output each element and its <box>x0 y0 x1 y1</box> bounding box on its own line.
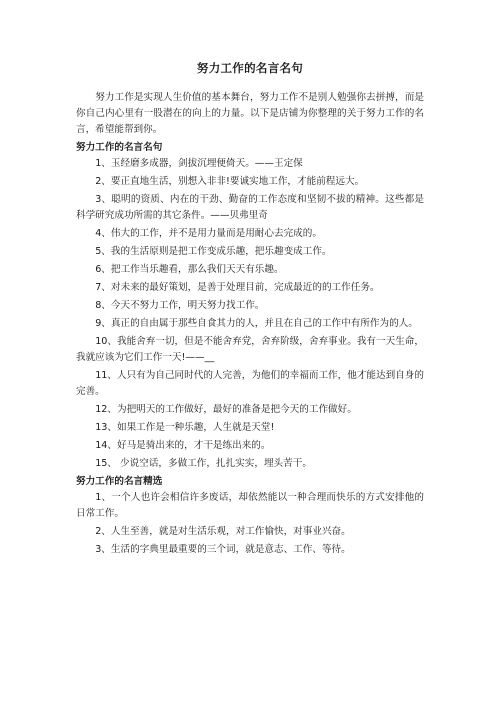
quote-item: 2、人生至善，就是对生活乐观，对工作愉快，对事业兴奋。 <box>95 526 351 537</box>
quote-item: 8、今天不努力工作，明天努力找工作。 <box>95 300 265 311</box>
quote-item: 6、把工作当乐趣看，那么我们天天有乐趣。 <box>95 264 284 275</box>
section-heading: 努力工作的名言名句 <box>76 142 163 153</box>
quote-item: 1、一个人也许会相信许多废话，却依然能以一种合理而快乐的方式安排他的日常工作。 <box>76 492 424 519</box>
document-title: 努力工作的名言名句 <box>196 61 304 75</box>
quote-item: 4、伟大的工作，并不是用力量而是用耐心去完成的。 <box>95 228 322 239</box>
section-quotes <box>76 140 424 472</box>
quote-item: 3、生活的字典里最重要的三个词，就是意志、工作、等待。 <box>95 544 351 555</box>
intro-paragraph: 努力工作是实现人生价值的基本舞台，努力工作不是别人勉强你去拼搏，而是你自己内心里有一股潜在的向上的力量。以下是店铺为你整理的关于努力工作的名言，希望能帮到你。 <box>76 92 424 135</box>
quote-item: 9、真正的自由属于那些自食其力的人，并且在自己的工作中有所作为的人。 <box>95 318 418 329</box>
quote-item: 7、对未来的最好策划，是善于处理目前，完成最近的的工作任务。 <box>95 282 380 293</box>
quote-item: 11、人只有为自己同时代的人完善，为他们的幸福而工作，他才能达到自身的完善。 <box>76 370 424 397</box>
quote-item: 14、好马是骑出来的，才干是练出来的。 <box>95 440 271 451</box>
quote-item: 3、聪明的资质、内在的干劲、勤奋的工作态度和坚韧不拔的精神。这些都是科学研究成功所需的其它条件。——贝弗里奇 <box>76 194 424 221</box>
section-selected-quotes <box>76 474 424 558</box>
quote-item: 12、为把明天的工作做好，最好的准备是把今天的工作做好。 <box>95 404 357 415</box>
quote-item: 2、要正直地生活，别想入非非!要诚实地工作，才能前程远大。 <box>95 176 365 187</box>
quote-item: 15、 少说空话，多做工作，扎扎实实，埋头苦干。 <box>95 458 312 469</box>
section-heading: 努力工作的名言精选 <box>76 476 163 487</box>
quote-item: 13、如果工作是一种乐趣，人生就是天堂! <box>95 422 275 433</box>
quote-item: 1、玉经磨多成器，剑拔沉埋便倚天。——王定保 <box>95 158 303 169</box>
quote-item: 5、我的生活原则是把工作变成乐趣，把乐趣变成工作。 <box>95 246 332 257</box>
quote-item: 10、我能舍弃一切，但是不能舍弃党，舍弃阶级，舍弃事业。我有一天生命，我就应该为它们工作一天!——__ <box>76 336 424 363</box>
